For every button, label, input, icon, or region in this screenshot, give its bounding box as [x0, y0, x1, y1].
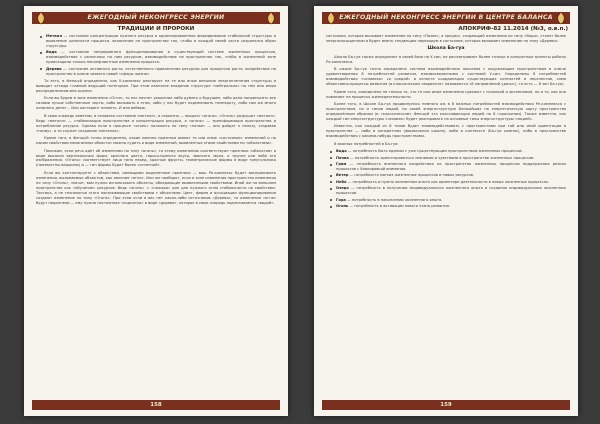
term: Огонь: [336, 204, 349, 209]
paragraph: Более того, в Школе Ба-гуа продвинулись немного аж в 8 важных потребностей взаимодействия Ре-комплекса с пространством, но и типов людей, по своей энергоструктуре ближайших на энергетическую карту пространства определённым образом (в «классическом» Феншуй это классификация людей по 8 гороскопам). Также известно, как каждый тип энергоструктуры «человек» будет реагировать на основные типы энергоструктуры «людей».: [326, 101, 566, 121]
left-page-header: ЕЖЕГОДНЫЙ НЕКОНГРЕСС ЭНЕРГИИ: [32, 12, 280, 24]
paragraph: состояние, которое вызывает изменение по типу «Почва», а процесс, создающий изменения по типу «Вода», станет более энергонасыщенным и будет иметь тенденцию переходом в состояние, которое вызывает изменение по типу «Дерево».: [326, 34, 566, 43]
definition: — потребность ориентироваться знаниями и чувствами в пространстве жизненных процессов.: [348, 155, 535, 160]
definition: — потребность быть единым с уже существующим пространством жизненных процессов.: [346, 149, 523, 154]
list-item: [336, 198, 566, 203]
definition: — потребность в активации нового этапа развития.: [348, 204, 451, 209]
flame-emblem-icon: [324, 11, 338, 25]
paragraph: В свою очередь заметим, в человеке состояние «металл», а серьезно — процесс «огонь». «Огонь» разрушит «металл». Ведь «металл» — стабилизация пространства и концентрация ресурса, а «огонь» — трансформация пространства и потребление ресурса. Однако если в процессе «огонь» положить по типу «почва» — она дойдет к пользу, создавая «почву», а та служит созданию «металла».: [36, 113, 276, 133]
term: Вода: [46, 50, 57, 55]
paragraph: Известно, как каждый из 8 типов будет взаимодействовать с пространством при той или иной ориентации в пространстве — либо в конкретном (формальная школа), либо в контексте (Ба-гуа компас), либо в пространстве взаимодействия с какими-нибудь пространствами.: [326, 124, 566, 139]
term: Небо: [336, 179, 347, 184]
definition: — потребность мягких жизненных процессов и новых ресурсов.: [348, 173, 475, 178]
right-page-header: ЕЖЕГОДНЫЙ НЕКОНГРЕСС ЭНЕРГИИ В ЦЕНТРЕ БАЛАНСА: [322, 12, 570, 24]
definition: — потребность в получении индивидуального жизненного опыта и создания индивидуальных жизненных процессов.: [336, 186, 566, 196]
needs-list: [326, 149, 566, 209]
list-item: [46, 50, 276, 65]
section-title: Школа Ба-гуа: [427, 45, 465, 51]
definition: — потребность внезапного воздействия на пространство жизненных процессов поддержания резких процессов с блокировкой внимания.: [336, 162, 566, 171]
left-page-body: [36, 34, 276, 392]
definition: — потребность в накоплении жизненного опыта.: [345, 197, 443, 202]
right-page: [314, 6, 578, 416]
list-item: [336, 204, 566, 209]
term: Озеро: [336, 186, 349, 191]
list-item: [336, 149, 566, 154]
list-item: [336, 162, 566, 172]
list-item: [336, 156, 566, 161]
term: Гора: [336, 197, 346, 202]
element-list: [36, 34, 276, 77]
right-page-body: [326, 34, 566, 392]
term: Дерево: [46, 66, 62, 71]
term: Металл: [46, 34, 62, 38]
right-page-subheader: АПОКРИФ-82 11.2014 (№3, о.в.п.): [458, 26, 568, 32]
term: Почва: [336, 155, 349, 160]
left-page: [24, 6, 288, 416]
paragraph: То есть, в Феншуй определено, как У-комплекс реагирует на те или иные внешние энергоплетения структуры и выводит отсюда главный ведущий потенциал. При этом извечное владение структуре «нейтрально» по тем или иным распределениям-вне-оценке.: [36, 79, 276, 94]
left-page-footer: [32, 400, 280, 410]
list-item: [336, 186, 566, 196]
list-item: [46, 34, 276, 49]
list-item: [336, 173, 566, 178]
page-number: 158: [150, 402, 162, 408]
flame-emblem-icon: [264, 11, 278, 25]
term: Вода: [336, 149, 347, 154]
flame-emblem-icon: [554, 11, 568, 25]
page-number: 159: [440, 402, 452, 408]
flame-emblem-icon: [34, 11, 48, 25]
paragraph: Если вы контактируете с объектами, имеющими выделенные признаки — ваш Ре-комплекс будет воспринимать изменения, вызываемые объектом, как явление «огня». Или же наоборот, если в зоне изменения пространства изменения по типу «Огонь», значит, вам нужно использовать объекты, обладающие выявленными свойствами. Иной же на внешнем пространстве как «обучение» ресурсов. Ведь «огонь» = «пожара» для для нужного огню стабильности по свойствам. Тактика, а не технология этого показывающие свойствами с объектами. Цвет, форма и ассоциации функционирования создают изменение по типу «Огонь». При этом если в вас нет каких-либо источников «Дерева», то изменения «огня» будут недолгими — ему нужна постоянная «подпитка» в виде «дерева», которое в свою очередь подпитывается «водой».: [36, 170, 276, 205]
term: Ветер: [336, 173, 349, 178]
definition: — потребность в нужно жизненном опыте как ориентире деятельности в новых жизненных процессах.: [346, 179, 550, 184]
definition: — состояние концентрации нужного ресурса в однонаправленное формирование стабильной структуры и выявление цельности процесса, включение на пространство так, чтобы в каждой своей части сохранялся образ структуры.: [46, 34, 276, 48]
paragraph: Кроме того, определено не только то, что те или иные изменения сделают с психикой и организмом, но и то, как они повлияют на процессы жизнедеятельности.: [326, 89, 566, 99]
paragraph: 8 важных потребностей в Ба-гуа:: [334, 141, 399, 146]
definition: — состояние непрерывного функционирования в существующей системе жизненных процессов, взаимодействие с различных по ним ресурсов, взаимодействие на пространство так, чтобы в жизненной зоне происходили только неконфликтные изменения процесса.: [46, 50, 276, 65]
paragraph: В школе Ба-гуа точно определена система взаимодействия показана с окружающим пространством в ключе удовлетворения 8 потребностей развития, взаимосвязанными с системой У-син. Определены 8 потребностей взаимодействия «человека» со средой» в аспекте координации существующих ценностей и перспектив, сами объективно-процессы развития (в классическом «варианте» называются «8 направлений удачи»), то есть — 8 зон Ба-гуа).: [326, 67, 566, 87]
term: Гром: [336, 162, 347, 167]
list-item: [46, 67, 276, 77]
left-page-subheader: ТРАДИЦИИ И ПРОРОКИ: [117, 26, 195, 32]
list-item: [336, 180, 566, 185]
paragraph: Положим, если речь идёт об изменении по типу «огонь», то этому изменению соответствуют признаки «объектов» в виде высоких вертикальных форм, красного цвета, горько-пряного вкуса, звонкого звука, о труппе или либо его изображения. «Огонь» соответствует лица типа перед, красные фрукты, геометрические формы в виде треугольника (неизвестны вершины) и — тип формы будет более «огненной».: [36, 148, 276, 168]
definition: — состояние активного роста, естественного привлечения ресурсов для процессов роста, воздействие на пространство в ключе захвата новой «сферы жизни».: [46, 66, 276, 76]
paragraph: Если вы будем в зоне изменения «Огня», то нас начнет уважение либо думать о будущем, либо дела поприносить все силами лучше собственные черты, либо вызывать о этом, либо у нас будет подменивать температу, либо сам же много попалить денег... Или кастеринг планеть. И или вебвые.: [36, 96, 276, 111]
paragraph: Кроме того, в Феншуй точно определено, какие именно признаки имеют те или иные «состояния» изменений и по каким свойствам механизмах области» можно судить о виде изменений, выявленных этими свойствами ни «объектами».: [36, 136, 276, 146]
paragraph: Школа Ба-гуа также определяет в своей базе на У-син, но рассматривает более точные и конкретные аспекты работы Ре-комплекса.: [326, 54, 566, 64]
right-page-footer: [322, 400, 570, 410]
